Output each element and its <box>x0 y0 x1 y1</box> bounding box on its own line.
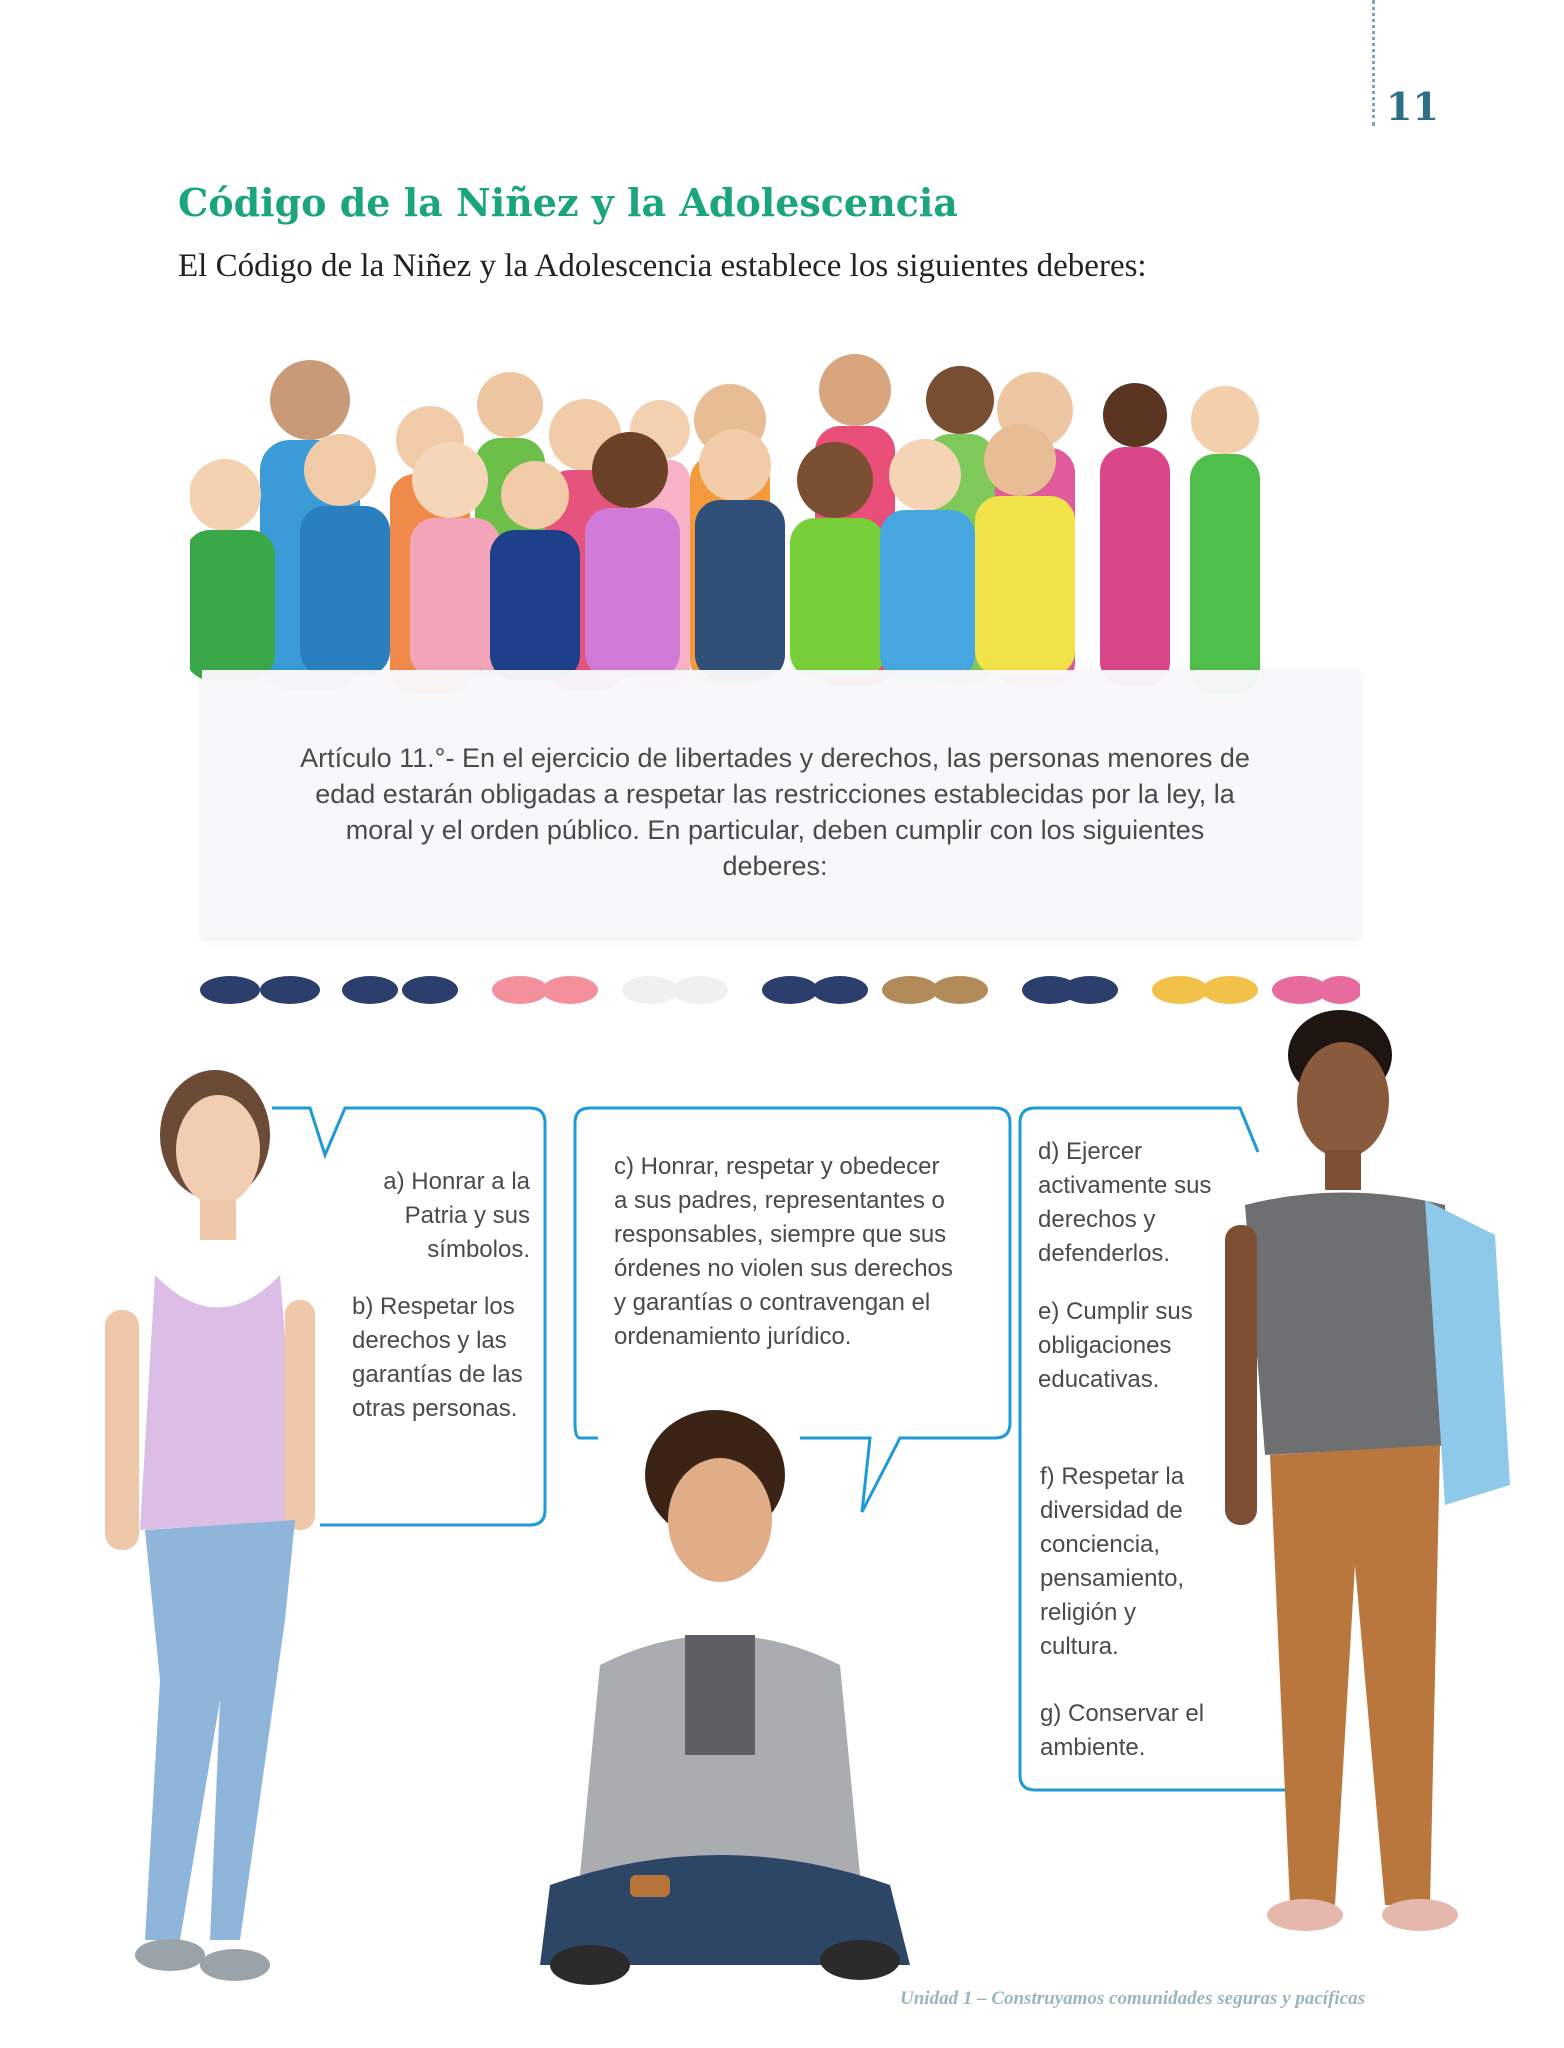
unit-footer: Unidad 1 – Construyamos comunidades seguras y pacíficas <box>900 1988 1366 2009</box>
duty-e: e) Cumplir sus obligaciones educativas. <box>1038 1298 1193 1393</box>
duty-g: g) Conservar el ambiente. <box>1040 1700 1205 1761</box>
duty-d: d) Ejercer activamente sus derechos y defenderlos. <box>1038 1138 1212 1267</box>
teen-boy-sitting-photo <box>530 1405 920 1995</box>
section-title: Código de la Niñez y la Adolescencia <box>178 180 958 225</box>
section-subtitle: El Código de la Niñez y la Adolescencia establece los siguientes deberes: <box>178 248 1147 284</box>
duty-b: b) Respetar los derechos y las garantías de las otras personas. <box>352 1293 523 1422</box>
teen-boy-backpack-photo <box>1225 1005 1515 1940</box>
duty-c: c) Honrar, respetar y obedecer a sus padres, representantes o responsables, siempre que sus órdenes no violen sus derechos y garantías o contravengan el ordenamiento jurídico. <box>614 1153 953 1350</box>
teen-girl-photo <box>100 1060 320 1990</box>
duty-a: a) Honrar a la Patria y sus símbolos. <box>383 1168 530 1263</box>
article-11-text: Artículo 11.°- En el ejercicio de libertades y derechos, las personas menores de edad estarán obligadas a respetar las restricciones establecidas por la ley, la moral y el orden público. En particular, deben cumplir con los siguientes deberes: <box>300 743 1250 881</box>
page-number: 11 <box>1386 84 1439 129</box>
duty-f: f) Respetar la diversidad de conciencia, pensamiento, religión y cultura. <box>1040 1463 1185 1660</box>
